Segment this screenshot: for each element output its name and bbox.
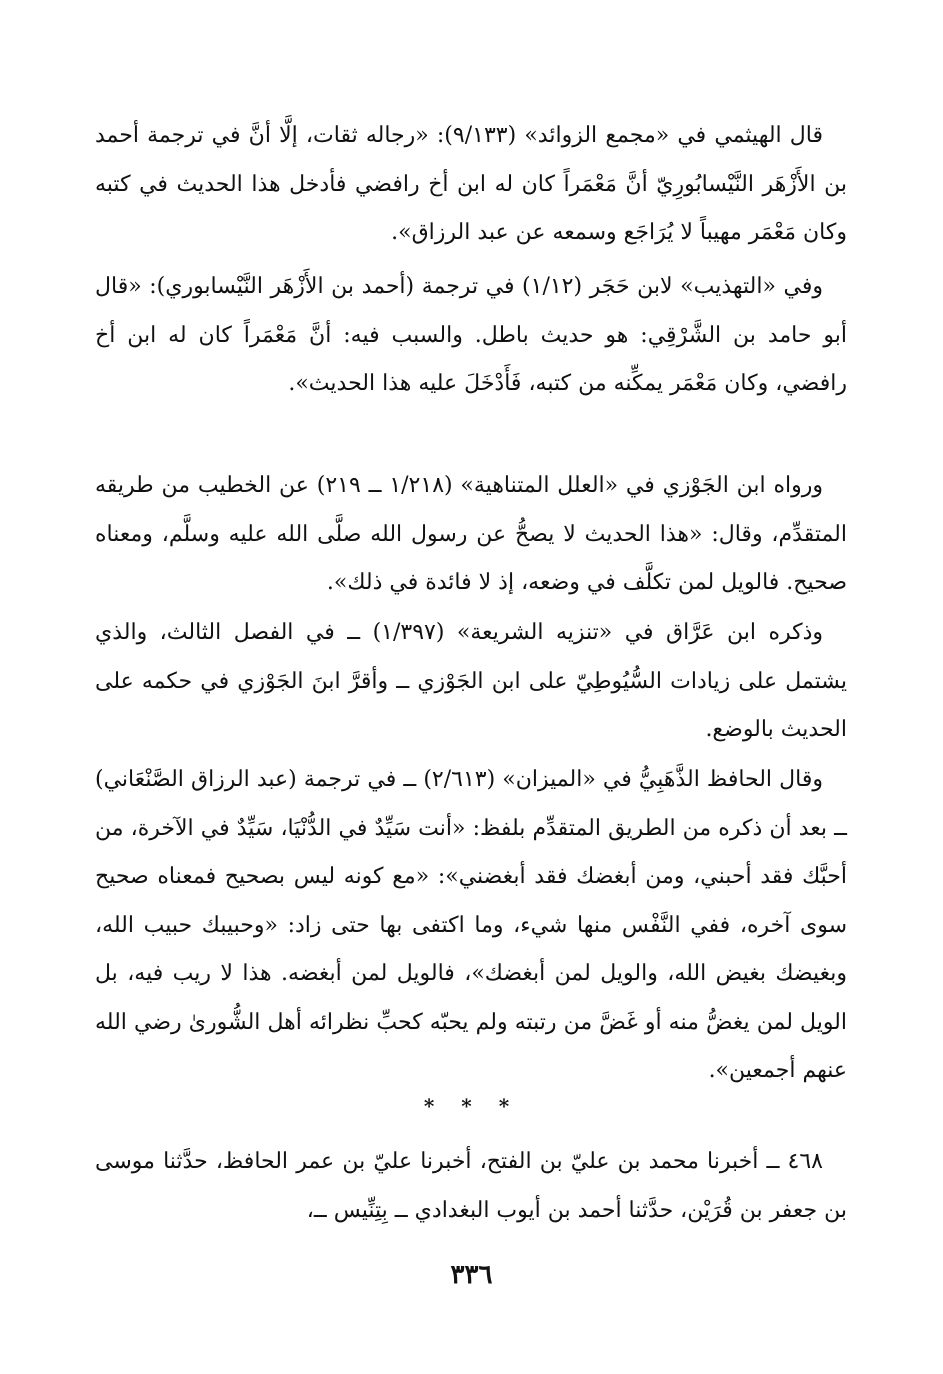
paragraph-ibn-jawzi bbox=[95, 462, 847, 608]
paragraph-haythami bbox=[95, 112, 847, 258]
page-number: ٣٣٦ bbox=[450, 1260, 493, 1290]
paragraph-dhahabi bbox=[95, 756, 847, 1096]
section-separator: * * * bbox=[423, 1094, 520, 1118]
paragraph-text: ٤٦٨ ــ أخبرنا محمد بن عليّ بن الفتح، أخبرنا عليّ بن عمر الحافظ، حدَّثنا موسى بن جعفر بن قُرَيْن، حدَّثنا أحمد بن أيوب البغدادي ــ بِتِنِّيس ــ، bbox=[95, 1149, 847, 1223]
paragraph-tahdhib bbox=[95, 263, 847, 409]
paragraph-text: وذكره ابن عَرَّاق في «تنزيه الشريعة» (١/٣٩٧) ــ في الفصل الثالث، والذي يشتمل على زيادات السُّيُوطِيّ على ابن الجَوْزي ــ وأقرَّ ابنَ الجَوْزي في حكمه على الحديث بالوضع. bbox=[95, 620, 847, 742]
paragraph-text: وقال الحافظ الذَّهَبِيُّ في «الميزان» (٢/٦١٣) ــ في ترجمة (عبد الرزاق الصَّنْعَاني) ــ بعد أن ذكره من الطريق المتقدِّم بلفظ: «أنت سَيِّدٌ في الدُّنْيَا، سَيِّدٌ في الآخرة، من أحبَّك فقد أحبني، ومن أبغضك فقد أبغضني»: «مع كونه ليس بصحيح فمعناه صحيح سوى آخره، ففي النَّفْس منها شيء، وما اكتفى بها حتى زاد: «وحبيبك حبيب الله، وبغيضك بغيض الله، والويل لمن أبغضك»، فالويل لمن أبغضه. هذا لا ريب فيه، بل الويل لمن يغضُّ منه أو غَضَّ من رتبته ولم يحبّه كحبِّ نظرائه أهل الشُّورىٰ رضي الله عنهم أجمعين». bbox=[95, 767, 848, 1083]
paragraph-text: ورواه ابن الجَوْزي في «العلل المتناهية» (١/٢١٨ ــ ٢١٩) عن الخطيب من طريقه المتقدِّم، وقال: «هذا الحديث لا يصحُّ عن رسول الله صلَّى الله عليه وسلَّم، ومعناه صحيح. فالويل لمن تكلَّف في وضعه، إذ لا فائدة في ذلك». bbox=[95, 473, 847, 595]
paragraph-ibn-arraq bbox=[95, 609, 847, 755]
paragraph-text: قال الهيثمي في «مجمع الزوائد» (٩/١٣٣): «رجاله ثقات، إلَّا أنَّ في ترجمة أحمد بن الأَزْهَر النَّيْسابُورِيّ أنَّ مَعْمَراً كان له ابن أخ رافضي فأدخل هذا الحديث في كتبه وكان مَعْمَر مهيباً لا يُرَاجَع وسمعه عن عبد الرزاق». bbox=[95, 123, 847, 245]
paragraph-hadith-468 bbox=[95, 1138, 847, 1235]
paragraph-text: وفي «التهذيب» لابن حَجَر (١/١٢) في ترجمة (أحمد بن الأَزْهَر النَّيْسابوري): «قال أبو حامد بن الشَّرْقِي: هو حديث باطل. والسبب فيه: أنَّ مَعْمَراً كان له ابن أخ رافضي، وكان مَعْمَر يمكِّنه من كتبه، فَأَدْخَلَ عليه هذا الحديث». bbox=[95, 274, 847, 396]
